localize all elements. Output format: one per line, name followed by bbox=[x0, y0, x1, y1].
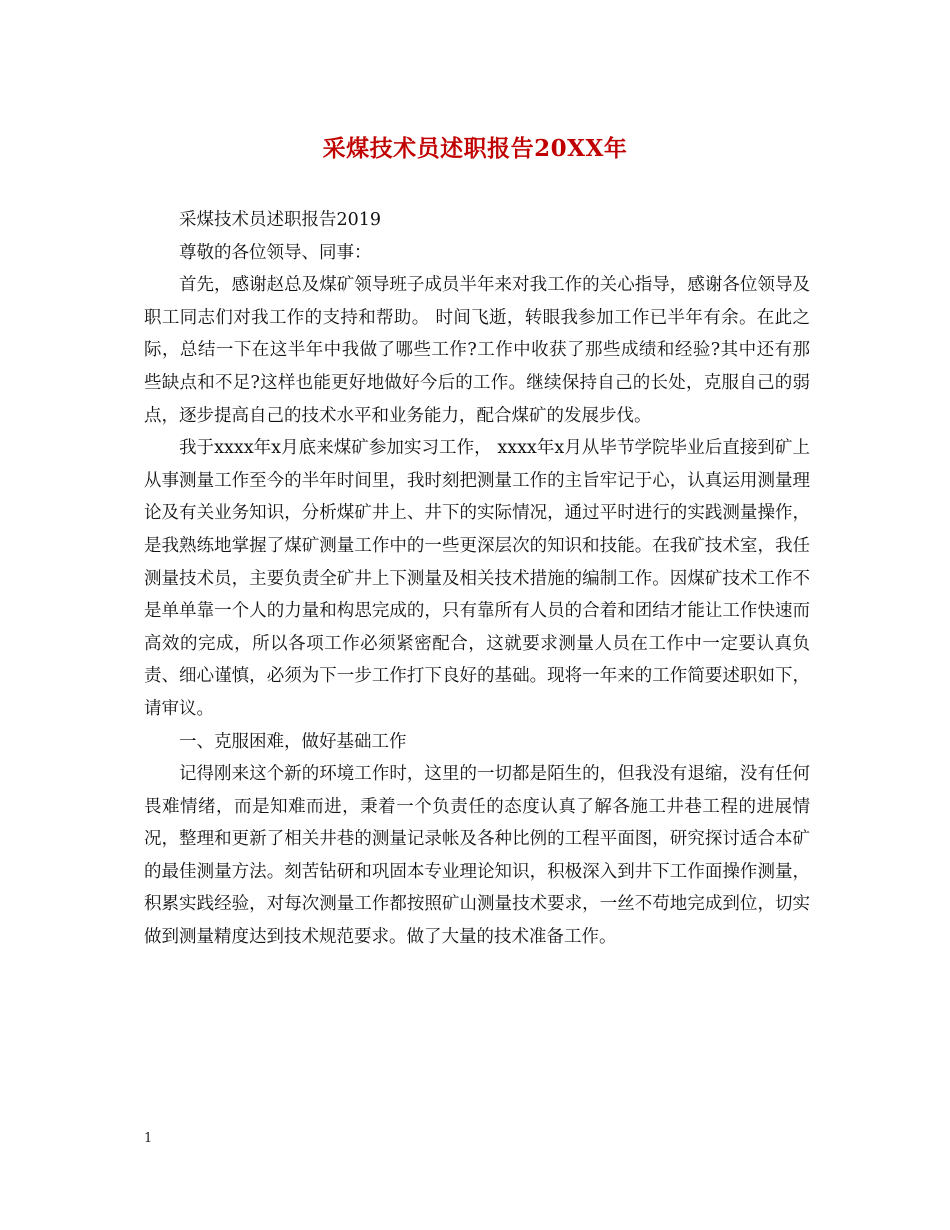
intro-paragraph: 首先，感谢赵总及煤矿领导班子成员半年来对我工作的关心指导，感谢各位领导及职工同志们对我工作的支持和帮助。 时间飞逝，转眼我参加工作已半年有余。在此之际，总结一下在这半年中我做了哪些工作?工作中收获了那些成绩和经验?其中还有那些缺点和不足?这样也能更好地做好今后的工作。继续保持自己的长处，克服自己的弱点，逐步提高自己的技术水平和业务能力，配合煤矿的发展步伐。 bbox=[144, 275, 810, 426]
subtitle-paragraph: 采煤技术员述职报告2019 bbox=[179, 210, 382, 230]
document-body bbox=[144, 204, 810, 954]
salutation-paragraph: 尊敬的各位领导、同事： bbox=[179, 242, 372, 263]
section-heading: 一、克服困难，做好基础工作 bbox=[179, 731, 407, 752]
document-title: 采煤技术员述职报告20XX年 bbox=[322, 135, 628, 162]
background-paragraph: 我于xxxx年x月底来煤矿参加实习工作， xxxx年x月从毕节学院毕业后直接到矿上从事测量工作至今的半年时间里，我时刻把测量工作的主旨牢记于心，认真运用测量理论及有关业务知识，分析煤矿井上、井下的实际情况，通过平时进行的实践测量操作，是我熟练地掌握了煤矿测量工作中的一些更深层次的知识和技能。在我矿技术室，我任测量技术员，主要负责全矿井上下测量及相关技术措施的编制工作。因煤矿技术工作不是单单靠一个人的力量和构思完成的，只有靠所有人员的合着和团结才能让工作快速而高效的完成，所以各项工作必须紧密配合，这就要求测量人员在工作中一定要认真负责、细心谨慎，必须为下一步工作打下良好的基础。现将一年来的工作简要述职如下，请审议。 bbox=[144, 438, 810, 719]
page-number: 1 bbox=[144, 1131, 153, 1146]
section-paragraph: 记得刚来这个新的环境工作时，这里的一切都是陌生的，但我没有退缩，没有任何畏难情绪，而是知难而进，秉着一个负责任的态度认真了解各施工井巷工程的进展情况，整理和更新了相关井巷的测量记录帐及各种比例的工程平面图，研究探讨适合本矿的最佳测量方法。刻苦钻研和巩固本专业理论知识，积极深入到井下工作面操作测量，积累实践经验，对每次测量工作都按照矿山测量技术要求，一丝不苟地完成到位，切实做到测量精度达到技术规范要求。做了大量的技术准备工作。 bbox=[144, 764, 810, 948]
